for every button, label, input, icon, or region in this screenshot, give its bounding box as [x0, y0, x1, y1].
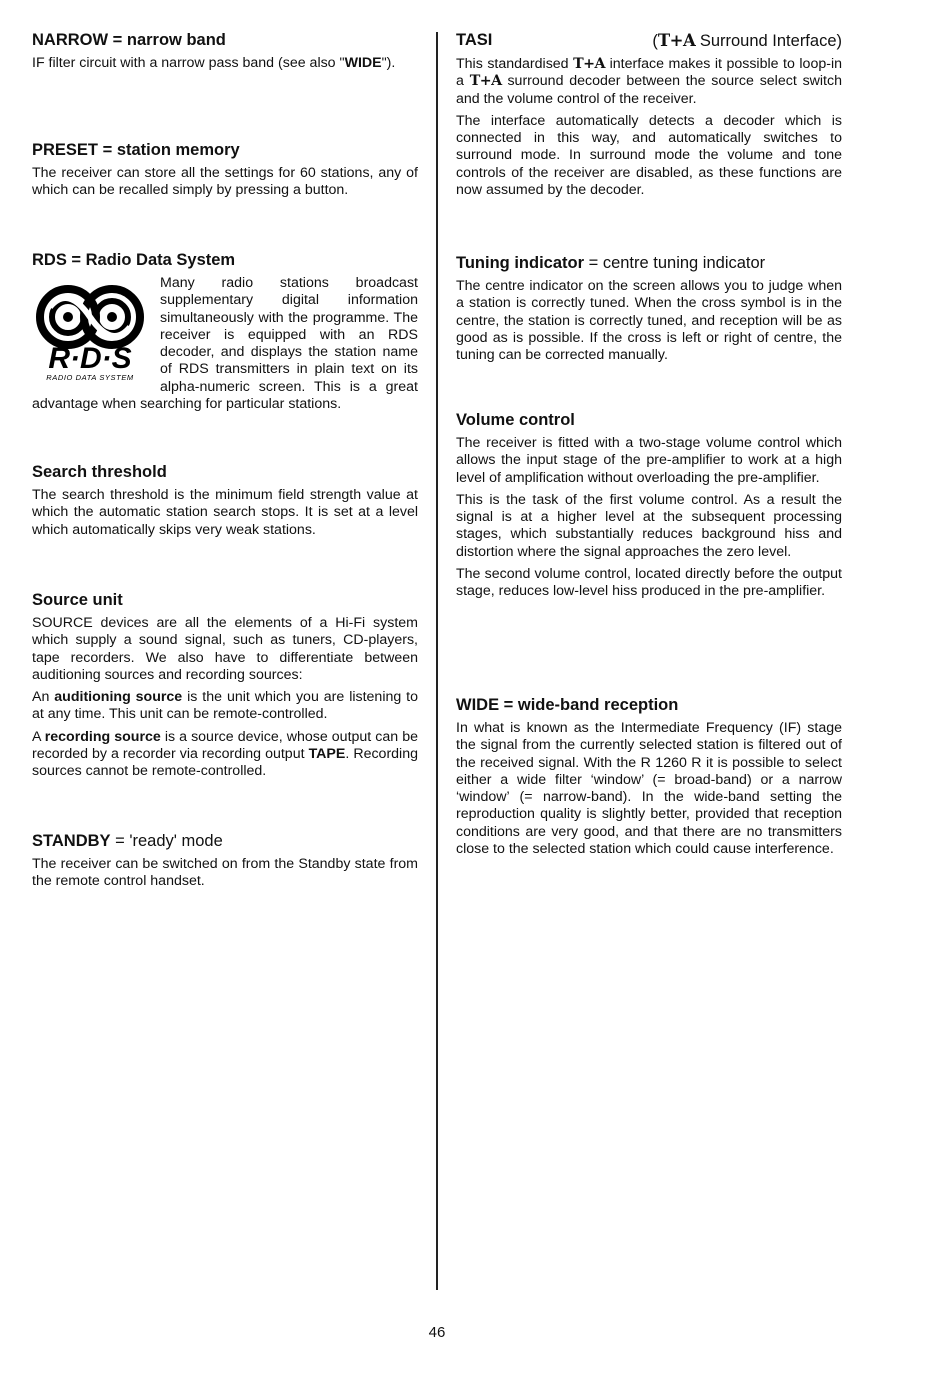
entry-text: The second volume control, located directly before the output stage, reduces low-level hiss produced in the pre-amplifier.: [456, 566, 842, 600]
entry-text: The receiver can store all the settings for 60 stations, any of which can be recalled simply by pressing a button.: [32, 165, 418, 199]
entry-text: This is the task of the first volume control. As a result the signal is at a higher level at the subsequent processing stages, which substantially reduces background hiss and distortion where the signal approaches the zero level.: [456, 491, 842, 560]
entry-heading: Volume control: [456, 411, 575, 429]
glossary-entry-wide: [456, 695, 842, 863]
entry-heading: Search threshold: [32, 463, 167, 481]
entry-text: A recording source is a source device, whose output can be recorded by a recorder via recording output TAPE. Recording sources cannot be remote-controlled.: [32, 728, 418, 780]
entry-text: IF filter circuit with a narrow pass band (see also "WIDE").: [32, 55, 396, 71]
glossary-entry-tasi: [456, 30, 842, 204]
glossary-entry-volume-control: [456, 410, 842, 606]
entry-text: The receiver is fitted with a two-stage volume control which allows the input stage of the pre-amplifier to work at a high level of amplification without overloading the pre-amplifier.: [456, 435, 842, 486]
entry-heading: TASI (T+A Surround Interface): [456, 31, 842, 50]
glossary-entry-narrow: [32, 30, 418, 77]
entry-text: The receiver can be switched on from the Standby state from the remote control handset.: [32, 856, 418, 890]
entry-text: The search threshold is the minimum field strength value at which the automatic station search stops. It is set at a level which automatically skips very weak stations.: [32, 487, 418, 538]
entry-text: This standardised T+A interface makes it possible to loop-in a T+A surround decoder between the source select switch and the volume control of the receiver.: [456, 56, 842, 107]
entry-heading: STANDBY = 'ready' mode: [32, 832, 223, 850]
entry-heading: NARROW = narrow band: [32, 31, 226, 49]
entry-text: In what is known as the Intermediate Frequency (IF) stage the signal from the currently selected station is filtered out of the received signal. With the R 1260 R it is possible to select either a wide filter ‘window’ (= broad-band) or a narrow ‘window’ (= narrow-band). In the wide-band setting the reproduction quality is slightly better, provided that reception conditions are very good, and that there are no transmitters close to the selected station which could cause interference.: [456, 720, 842, 858]
entry-text: SOURCE devices are all the elements of a Hi-Fi system which supply a sound signal, such as tuners, CD-players, tape recorders. We also have to differentiate between auditioning sources and recording sources:: [32, 615, 418, 683]
glossary-entry-search-threshold: [32, 462, 418, 544]
glossary-entry-source-unit: [32, 590, 418, 786]
page-number: 46: [428, 1324, 446, 1341]
glossary-entry-tuning-indicator: [456, 253, 842, 369]
ta-brand-mark: T+A: [469, 73, 502, 90]
rds-logo-letters: R·D·S: [48, 342, 132, 375]
entry-heading: WIDE = wide-band reception: [456, 696, 679, 714]
ta-brand-mark: T+A: [657, 31, 696, 50]
rds-logo-caption: RADIO DATA SYSTEM: [46, 373, 134, 382]
entry-heading: PRESET = station memory: [32, 141, 240, 159]
entry-text: Many radio stations broadcast supplementary digital information simultaneously with the programme. The receiver is equipped with an RDS decoder, and displays the station name of RDS transmitters in plain text on its alpha-numeric screen. This is a great advantage when searching for particular stations.: [32, 275, 418, 413]
glossary-entry-rds: [32, 250, 418, 418]
ta-brand-mark: T+A: [573, 56, 606, 72]
entry-text: The centre indicator on the screen allows you to judge when a station is correctly tuned. When the cross symbol is in the centre, the station is correctly tuned, and reception will be as good as is possible. If the cross is left or right of centre, the tuning can be corrected manually.: [456, 278, 842, 364]
glossary-entry-preset: [32, 140, 418, 205]
entry-text: The interface automatically detects a decoder which is connected in this way, and automatically switches to surround mode. In surround mode the volume and tone controls of the receiver are disabled, as these functions are now assumed by the decoder.: [456, 112, 842, 199]
glossary-entry-standby: [32, 831, 418, 896]
entry-subheading: (T+A Surround Interface): [652, 31, 842, 50]
entry-text: An auditioning source is the unit which you are listening to at any time. This unit can be remote-controlled.: [32, 689, 419, 723]
entry-heading: Source unit: [32, 591, 123, 609]
entry-heading: RDS = Radio Data System: [32, 251, 236, 269]
rds-logo: [32, 277, 148, 383]
entry-heading: Tuning indicator = centre tuning indicator: [456, 254, 766, 272]
column-divider: [436, 32, 438, 1290]
